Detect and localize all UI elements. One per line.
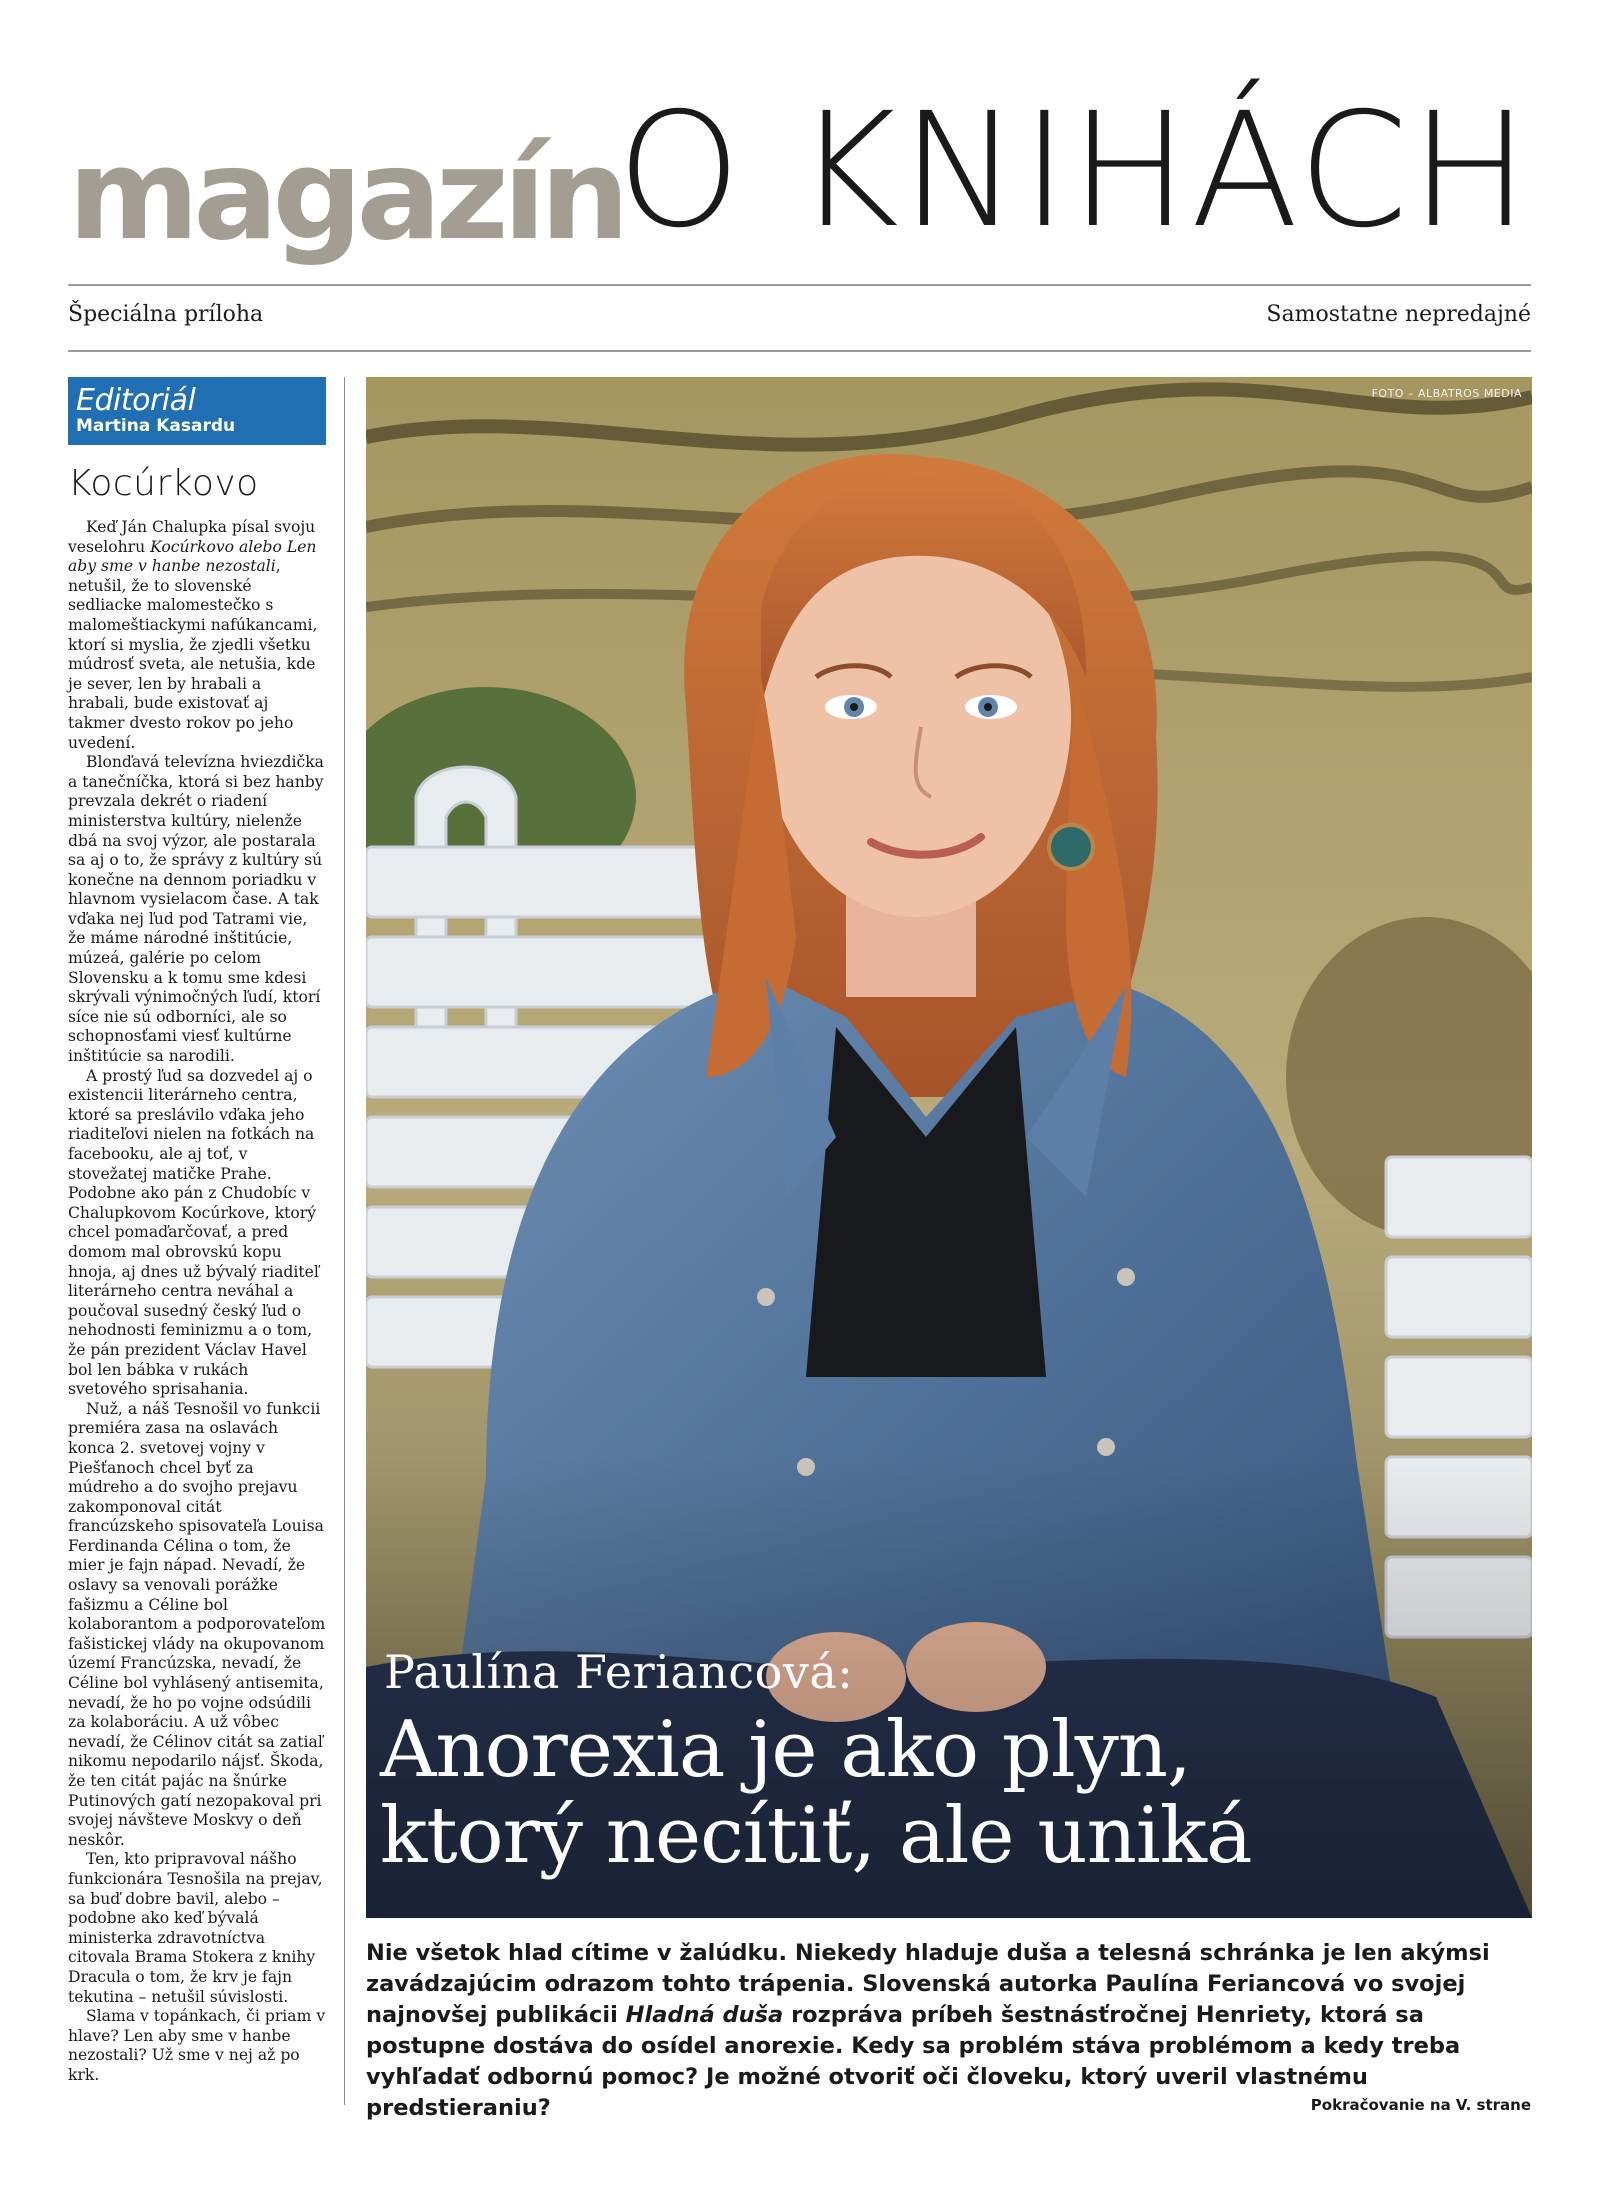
headline-name: Paulína Feriancová:	[384, 1645, 854, 1699]
masthead-rule-top	[68, 284, 1531, 286]
editorial-title: Kocúrkovo	[68, 463, 259, 504]
editorial-paragraph: Ten, kto pripravoval nášho funkcionára Tesnošila na prejav, sa buď dobre bavil, alebo – podobne ako keď bývalá ministerka zdravotníctva citovala Brama Stokera z knihy Dracula o tom, že krv je fajn tekutina – netušil súvislosti.	[68, 1850, 323, 2006]
editorial-paragraph: Slama v topánkach, či priam v hlave? Len aby sme v hanbe nezostali? Už sme v nej až po krk.	[68, 2007, 326, 2084]
masthead-magazin: magazín	[68, 121, 624, 268]
special-supplement-label: Špeciálna príloha	[68, 302, 264, 327]
photo-credit: FOTO – ALBATROS MEDIA	[1371, 387, 1522, 400]
masthead-rule-bottom	[68, 350, 1531, 352]
masthead-subrow	[68, 302, 1531, 327]
editorial-paragraph: Nuž, a náš Tesnošil vo funkcii premiéra zasa na oslavách konca 2. svetovej vojny v Piešťanoch chcel byť za múdreho a do svojho prejavu zakomponoval citát francúzskeho spisovateľa Louisa Ferdinanda Célina o tom, že mier je fajn nápad. Nevadí, že oslavy sa venovali porážke fašizmu a Céline bol kolaborantom a podporovateľom fašistickej vlády na okupovanom území Francúzska, nevadí, že Céline bol vyhlásený antisemita, nevadí, že ho po vojne odsúdili za kolaboráciu. A už vôbec nevadí, že Célinov citát sa zatiaľ nikomu nepodarilo nájsť. Škoda, že ten citát pajác na šnúrke Putinových gatí nezopakoval pri svojej návšteve Moskvy o deň neskôr.	[68, 1399, 326, 1849]
editorial-author: Martina Kasardu	[76, 415, 236, 436]
masthead-o-knihach: O KNIHÁCH	[616, 79, 1531, 263]
continuation-link[interactable]: Pokračovanie na V. strane	[1310, 2096, 1531, 2114]
editorial-label: Editoriál	[76, 383, 196, 418]
editorial-column	[68, 377, 326, 2086]
headline-quote	[380, 1707, 1252, 1879]
lead-paragraph: Nie všetok hlad cítime v žalúdku. Niekedy hladuje duša a telesná schránka je len akýmsi zavádzajúcim odrazom tohto trápenia. Slovenská autorka Paulína Feriancová vo svojej najnovšej publikácii Hladná duša rozpráva príbeh šestnásťročnej Henriety, ktorá sa postupne dostáva do osídel anorexie. Kedy sa problém stáva problémom a kedy treba vyhľadať odbornú pomoc? Je možné otvoriť oči človeku, ktorý uveril vlastnému predstieraniu?	[366, 1940, 1490, 2121]
editorial-paragraph: Blonďavá televízna hviezdička a tanečníčka, ktorá si bez hanby prevzala dekrét o riadení ministerstva kultúry, nielenže dbá na svoj výzor, ale postarala sa aj o to, že správy z kultúry sú konečne na dennom poriadku v hlavnom vysielacom čase. A tak vďaka nej ľud pod Tatrami vie, že máme národné inštitúcie, múzeá, galérie po celom Slovensku a k tomu sme kdesi skrývali výnimočných ľudí, ktorí síce nie sú odborníci, ale so schopnosťami viesť kultúrne inštitúcie sa narodili.	[68, 753, 324, 1066]
book-title: Hladná duša	[625, 2002, 784, 2028]
headline-line-1: Anorexia je ako plyn,	[380, 1705, 1191, 1795]
cover-photo	[366, 377, 1532, 1918]
editorial-header-box	[68, 377, 326, 445]
not-for-sale-label: Samostatne nepredajné	[1266, 302, 1531, 327]
headline-line-2: ktorý necítiť, ale uniká	[380, 1791, 1252, 1881]
column-divider	[344, 377, 345, 2105]
editorial-paragraph: A prostý ľud sa dozvedel aj o existencii literárneho centra, ktoré sa preslávilo vďaka jeho riaditeľovi nielen na fotkách na facebooku, ale aj toť, v stovežatej matičke Prahe. Podobne ako pán z Chudobíc v Chalupkovom Kocúrkove, ktorý chcel pomaďarčovať, a pred domom mal obrovskú kopu hnoja, aj dnes už bývalý riaditeľ literárneho centra neváhal a poučoval susedný český ľud o nehodnosti feminizmu a o tom, že pán prezident Václav Havel bol len bábka v rukách svetového sprisahania.	[68, 1066, 319, 1399]
editorial-paragraph: Keď Ján Chalupka písal svoju veselohru Kocúrkovo alebo Len aby sme v hanbe nezostali, netušil, že to slovenské sedliacke malomestečko s malomeštiackymi nafúkancami, ktorí si myslia, že zjedli všetku múdrosť sveta, ale netušia, kde je sever, len by hrabali a hrabali, bude existovať aj takmer dvesto rokov po jeho uvedení.	[68, 518, 318, 752]
editorial-body	[68, 518, 326, 2086]
